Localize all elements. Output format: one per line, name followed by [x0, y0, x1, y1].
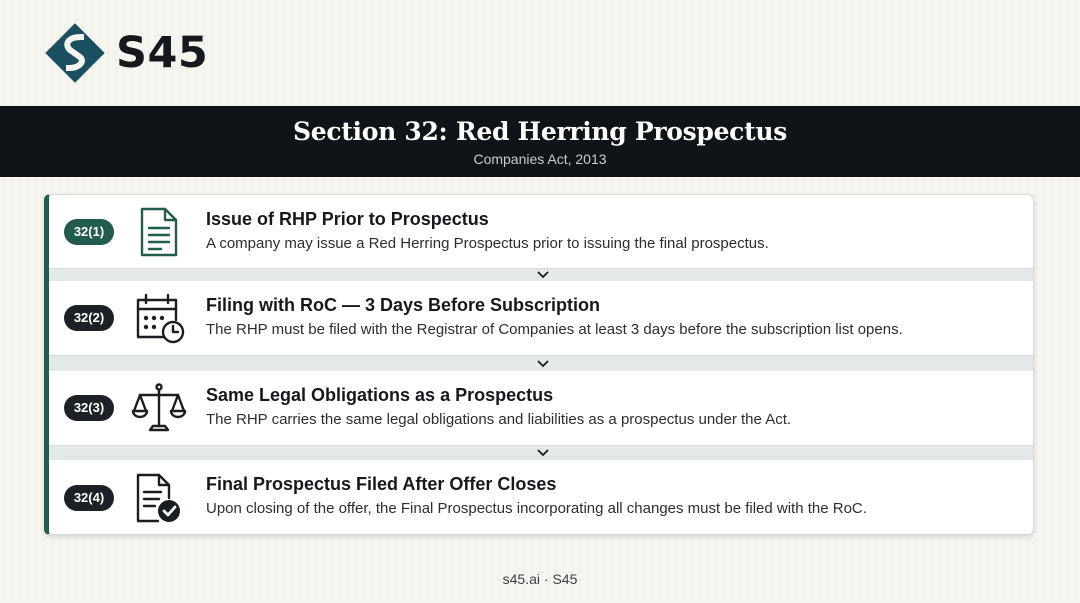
section-badge: 32(2) — [64, 305, 114, 331]
section-badge: 32(3) — [64, 395, 114, 421]
page-subtitle: Companies Act, 2013 — [473, 151, 607, 167]
scales-icon — [131, 380, 187, 436]
sections-panel — [44, 194, 1034, 535]
section-card-32-1 — [49, 195, 1033, 269]
calendar-clock-icon — [131, 290, 187, 346]
brand-logo — [44, 22, 208, 84]
section-title: Filing with RoC — 3 Days Before Subscription — [206, 295, 601, 315]
section-description: Upon closing of the offer, the Final Prospectus incorporating all changes must be filed with the RoC. — [206, 500, 867, 517]
section-banner — [0, 106, 1080, 177]
section-description: The RHP carries the same legal obligations and liabilities as a prospectus under the Act. — [206, 411, 792, 428]
page-title: Section 32: Red Herring Prospectus — [292, 117, 788, 146]
chevron-down-icon — [536, 448, 550, 458]
section-card-32-4 — [49, 460, 1033, 535]
section-title: Final Prospectus Filed After Offer Closes — [206, 474, 557, 494]
section-card-32-2 — [49, 281, 1033, 356]
section-card-32-3 — [49, 371, 1033, 446]
section-description: The RHP must be filed with the Registrar of Companies at least 3 days before the subscription list opens. — [206, 321, 903, 338]
chevron-down-icon — [536, 359, 550, 369]
section-badge: 32(4) — [64, 485, 114, 511]
chevron-down-icon — [536, 270, 550, 280]
section-title: Issue of RHP Prior to Prospectus — [206, 209, 489, 229]
brand-name: S45 — [116, 28, 209, 78]
section-badge: 32(1) — [64, 219, 114, 245]
footer-text: s45.ai · S45 — [502, 571, 578, 587]
section-title: Same Legal Obligations as a Prospectus — [206, 385, 554, 405]
section-description: A company may issue a Red Herring Prospectus prior to issuing the final prospectus. — [206, 235, 769, 252]
document-icon — [131, 204, 187, 260]
s45-diamond-logo-icon — [44, 22, 106, 84]
document-check-icon — [131, 470, 187, 526]
